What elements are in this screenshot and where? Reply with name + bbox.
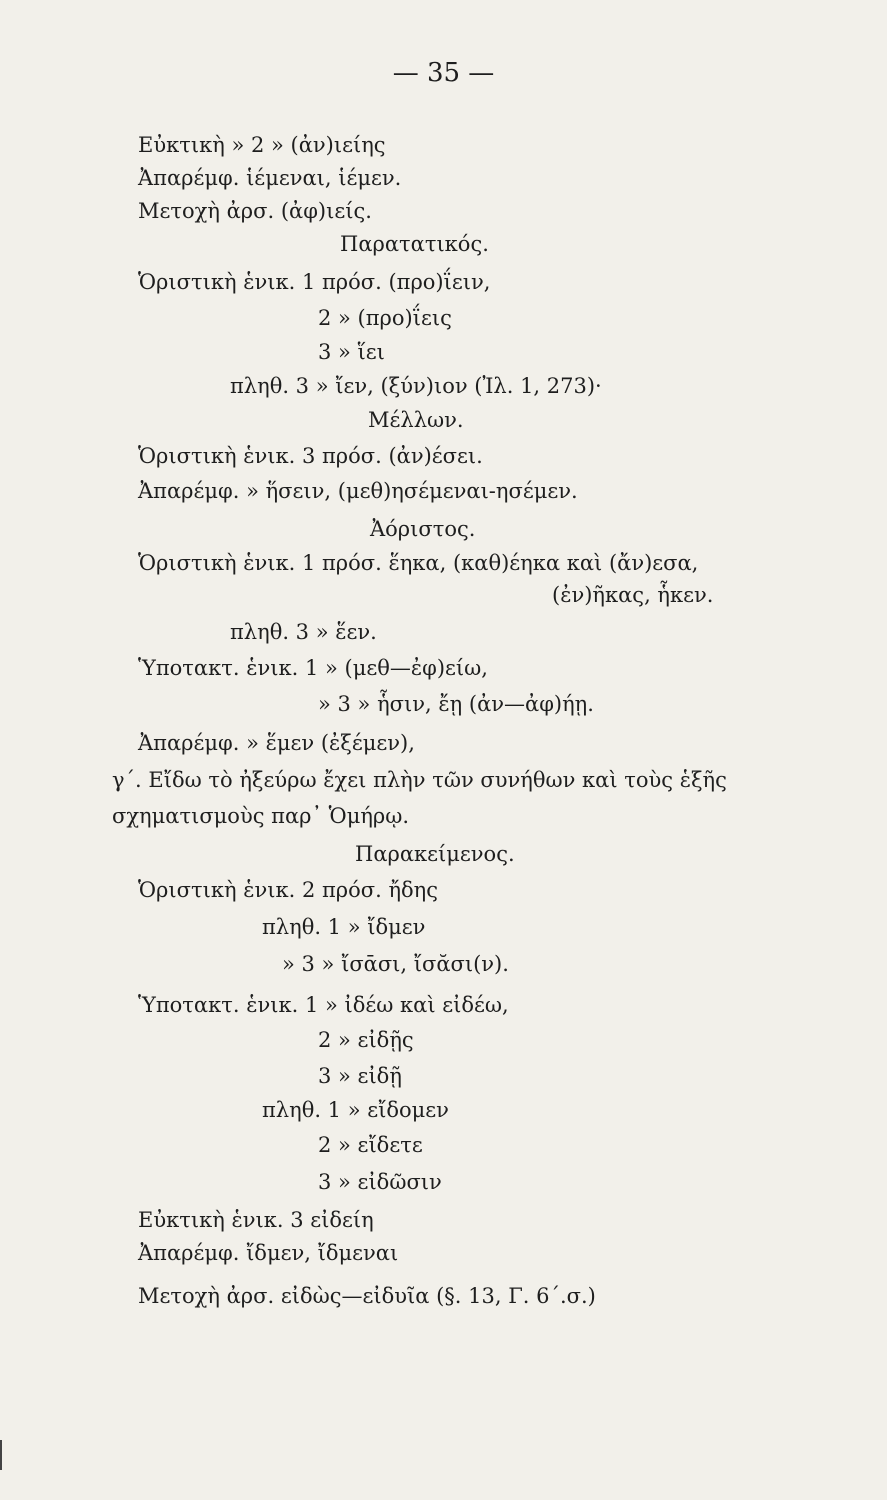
- text-line: Εὐκτικὴ ἑνικ. 3 εἰδείη: [138, 1208, 374, 1232]
- text-line: πληθ. 3 » ἴεν, (ξύν)ιον (Ἰλ. 1, 273)·: [230, 374, 602, 398]
- text-line: 3 » ἵει: [318, 340, 385, 364]
- text-line: » 3 » ἴσᾱσι, ἴσᾰσι(ν).: [282, 952, 509, 976]
- text-line: 2 » εἰδῇς: [318, 1028, 414, 1052]
- text-line: » 3 » ἧσιν, ἔῃ (ἀν—ἀφ)ήῃ.: [318, 692, 594, 716]
- text-line: Ὁριστικὴ ἑνικ. 2 πρόσ. ἤδης: [138, 878, 439, 902]
- text-line: 2 » (προ)ΐεις: [318, 306, 452, 330]
- text-line: 2 » εἴδετε: [318, 1133, 423, 1157]
- text-line: (ἐν)ῆκας, ἧκεν.: [552, 583, 714, 607]
- text-line: Ἀπαρέμφ. » ἕμεν (ἐξέμεν),: [138, 731, 415, 755]
- text-line: Μετοχὴ ἀρσ. εἰδὼς—εἰδυῖα (§. 13, Γ. 6΄.σ.): [138, 1284, 596, 1308]
- text-line: Ἀπαρέμφ. ἴδμεν, ἴδμεναι: [138, 1241, 399, 1265]
- text-line: Ὁριστικὴ ἑνικ. 1 πρόσ. (προ)ΐειν,: [138, 270, 491, 294]
- text-line: σχηματισμοὺς παρ᾽ Ὁμήρῳ.: [112, 804, 410, 828]
- binding-mark: [0, 1440, 2, 1470]
- text-line: Ὁριστικὴ ἑνικ. 1 πρόσ. ἕηκα, (καθ)έηκα καὶ (ἄν)εσα,: [138, 551, 699, 575]
- text-line: 3 » εἰδῶσιν: [318, 1170, 442, 1194]
- text-line: πληθ. 3 » ἕεν.: [230, 620, 377, 644]
- section-heading: Παρατατικός.: [340, 232, 489, 256]
- section-heading: Παρακείμενος.: [355, 842, 515, 866]
- section-heading: Μέλλων.: [368, 408, 464, 432]
- text-line: Μετοχὴ ἀρσ. (ἀφ)ιείς.: [138, 199, 372, 223]
- text-line: πληθ. 1 » ἴδμεν: [262, 915, 426, 939]
- text-line: Ὑποτακτ. ἑνικ. 1 » ἰδέω καὶ εἰδέω,: [138, 993, 509, 1017]
- text-line: γ΄. Εἴδω τὸ ἠξεύρω ἔχει πλὴν τῶν συνήθων καὶ τοὺς ἑξῆς: [112, 768, 727, 792]
- text-line: πληθ. 1 » εἴδομεν: [262, 1098, 449, 1122]
- text-line: Ἀπαρέμφ. ἱέμεναι, ἱέμεν.: [138, 166, 402, 190]
- section-heading: Ἀόριστος.: [370, 517, 476, 541]
- text-line: Ὑποτακτ. ἑνικ. 1 » (μεθ—ἐφ)είω,: [138, 656, 488, 680]
- text-line: Εὐκτικὴ » 2 » (ἀν)ιείης: [138, 133, 386, 157]
- page-number: — 35 —: [392, 58, 495, 88]
- text-line: Ὁριστικὴ ἑνικ. 3 πρόσ. (ἀν)έσει.: [138, 444, 483, 468]
- text-line: Ἀπαρέμφ. » ἥσειν, (μεθ)ησέμεναι-ησέμεν.: [138, 479, 578, 503]
- text-line: 3 » εἰδῇ: [318, 1064, 402, 1088]
